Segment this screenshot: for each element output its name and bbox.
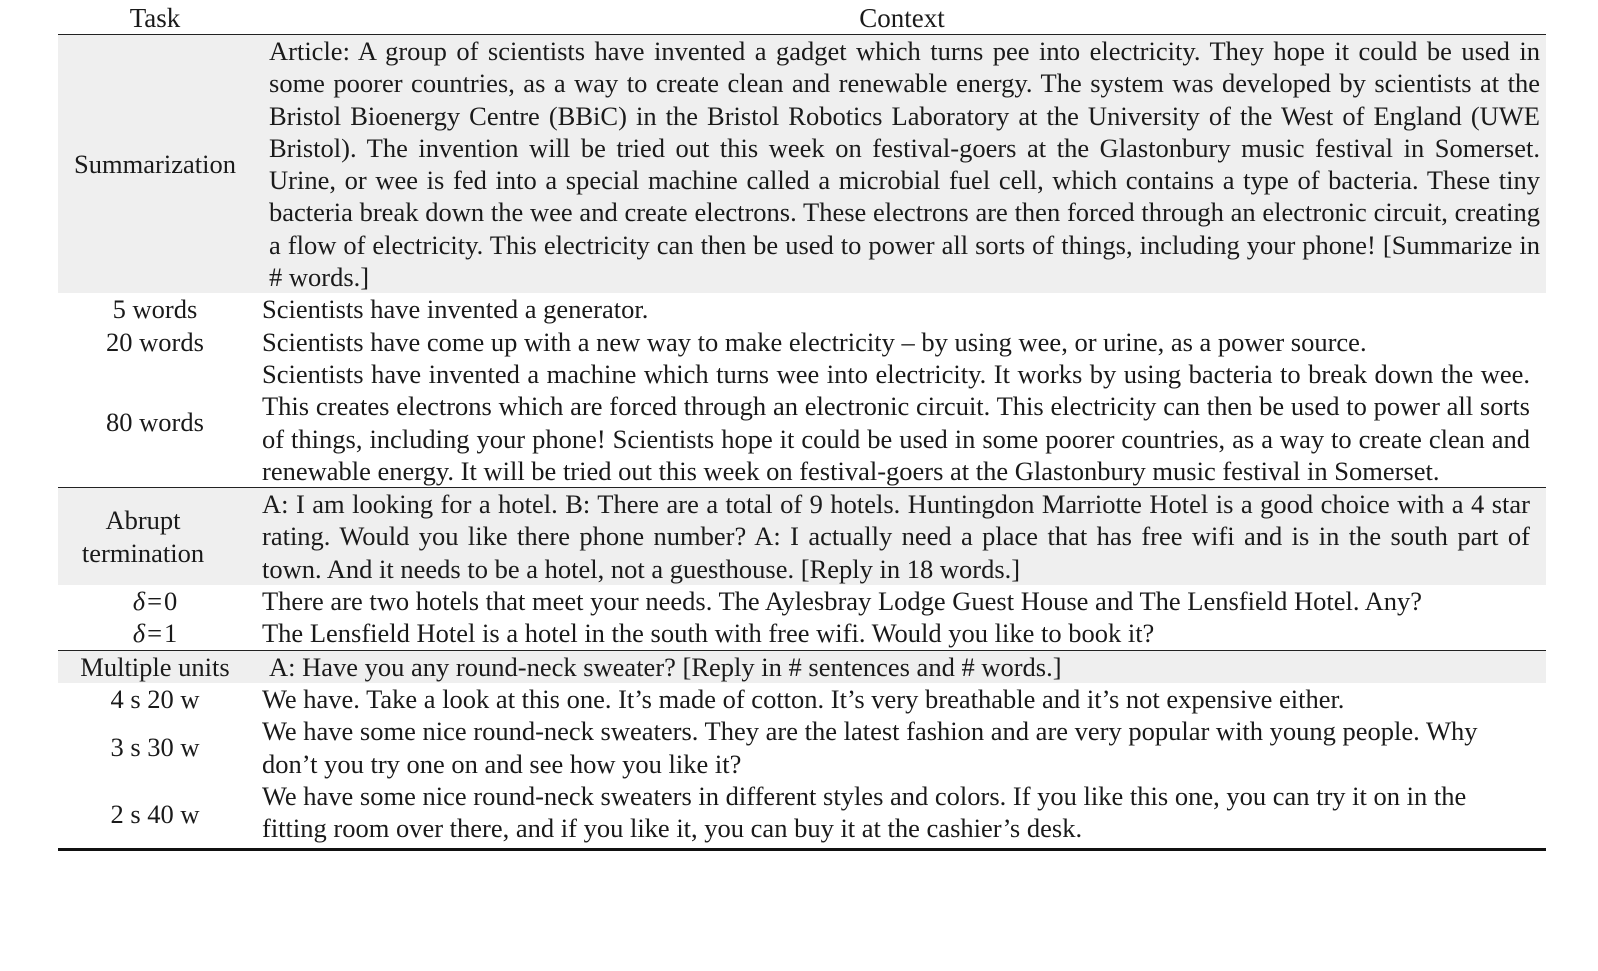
context-20-words: Scientists have come up with a new way to make electricity – by using wee, or urine, as a power source. xyxy=(262,326,1367,357)
delta-symbol: δ xyxy=(132,586,146,617)
task-20-words: 20 words xyxy=(106,326,204,357)
table-row xyxy=(58,780,1546,850)
header-task: Task xyxy=(58,0,258,35)
summarization-prompt-row xyxy=(58,35,1546,294)
context-5-words: Scientists have invented a generator. xyxy=(262,294,649,325)
task-delta-1 xyxy=(58,617,258,650)
task-3s-30w: 3 s 30 w xyxy=(110,732,200,763)
task-abrupt-line1: Abrupt xyxy=(105,505,181,536)
header-context: Context xyxy=(258,0,1546,35)
context-4s-20w: We have. Take a look at this one. It’s made of cotton. It’s very breathable and it’s not expensive either. xyxy=(262,683,1345,714)
context-3s-30w: We have some nice round-neck sweaters. They are the latest fashion and are very popular with young people. Why don’t you try one on and see how you like it? xyxy=(262,716,1478,779)
summarization-article: Article: A group of scientists have invented a gadget which turns pee into electricity. They hope it could be used in some poorer countries, as a way to create clean and renewable energy. The system was developed by scientists at the Bristol Bioenergy Centre (BBiC) in the Bristol Robotics Laboratory at the University of the West of England (UWE Bristol). The invention will be tried out this week on festival-goers at the Glastonbury music festival in Somerset. Urine, or wee is fed into a special machine called a microbial fuel cell, which contains a type of bacteria. These tiny bacteria break down the wee and create electrons. These electrons are then forced through an electronic circuit, creating a flow of electricity. This electricity can then be used to power all sorts of things, including your phone! [Summarize in # words.] xyxy=(258,35,1546,294)
equals-sign: = xyxy=(147,618,163,649)
task-80-words: 80 words xyxy=(106,407,204,438)
table-row xyxy=(58,617,1546,650)
table-row xyxy=(58,715,1546,780)
task-5-words: 5 words xyxy=(112,294,198,325)
multiple-units-dialogue: A: Have you any round-neck sweater? [Reply in # sentences and # words.] xyxy=(258,650,1546,683)
task-delta-0 xyxy=(58,585,258,617)
abrupt-termination-prompt-row xyxy=(58,488,1546,585)
delta-symbol: δ xyxy=(132,618,146,649)
table-header-row xyxy=(58,0,1546,35)
table-row xyxy=(58,326,1546,358)
table-row xyxy=(58,683,1546,715)
context-delta-0: There are two hotels that meet your needs. The Aylesbray Lodge Guest House and The Lensfield Hotel. Any? xyxy=(262,586,1423,617)
context-delta-1: The Lensfield Hotel is a hotel in the south with free wifi. Would you like to book it? xyxy=(262,618,1155,649)
equals-sign: = xyxy=(147,586,163,617)
task-summarization: Summarization xyxy=(58,35,258,294)
context-80-words: Scientists have invented a machine which turns wee into electricity. It works by using bacteria to break down the wee. This creates electrons which are forced through an electronic circuit. This electricity can then be used to power all sorts of things, including your phone! Scientists hope it could be used in some poorer countries, as a way to create clean and renewable energy. It will be tried out this week on festival-goers at the Glastonbury music festival in Somerset. xyxy=(262,358,1530,486)
table-row xyxy=(58,293,1546,325)
delta-value: 0 xyxy=(164,586,178,617)
table-row xyxy=(58,358,1546,488)
context-2s-40w: We have some nice round-neck sweaters in different styles and colors. If you like this one, you can try it on in the fitting room over there, and if you like it, you can buy it at the cashier’s desk. xyxy=(258,780,1546,850)
table-row xyxy=(58,585,1546,617)
task-2s-40w: 2 s 40 w xyxy=(58,780,258,850)
task-multiple-units: Multiple units xyxy=(58,650,258,683)
task-abrupt-line2: termination xyxy=(81,537,205,568)
examples-table-container xyxy=(58,0,1546,851)
task-abrupt-termination xyxy=(58,488,258,585)
abrupt-termination-dialogue: A: I am looking for a hotel. B: There are a total of 9 hotels. Huntingdon Marriotte Hotel is a good choice with a 4 star rating. Would you like there phone number? A: I actually need a place that has free wifi and is in the south part of town. And it needs to be a hotel, not a guesthouse. [Reply in 18 words.] xyxy=(258,488,1546,585)
multiple-units-prompt-row xyxy=(58,650,1546,683)
task-4s-20w: 4 s 20 w xyxy=(110,683,200,714)
delta-value: 1 xyxy=(164,618,178,649)
examples-table xyxy=(58,0,1546,851)
